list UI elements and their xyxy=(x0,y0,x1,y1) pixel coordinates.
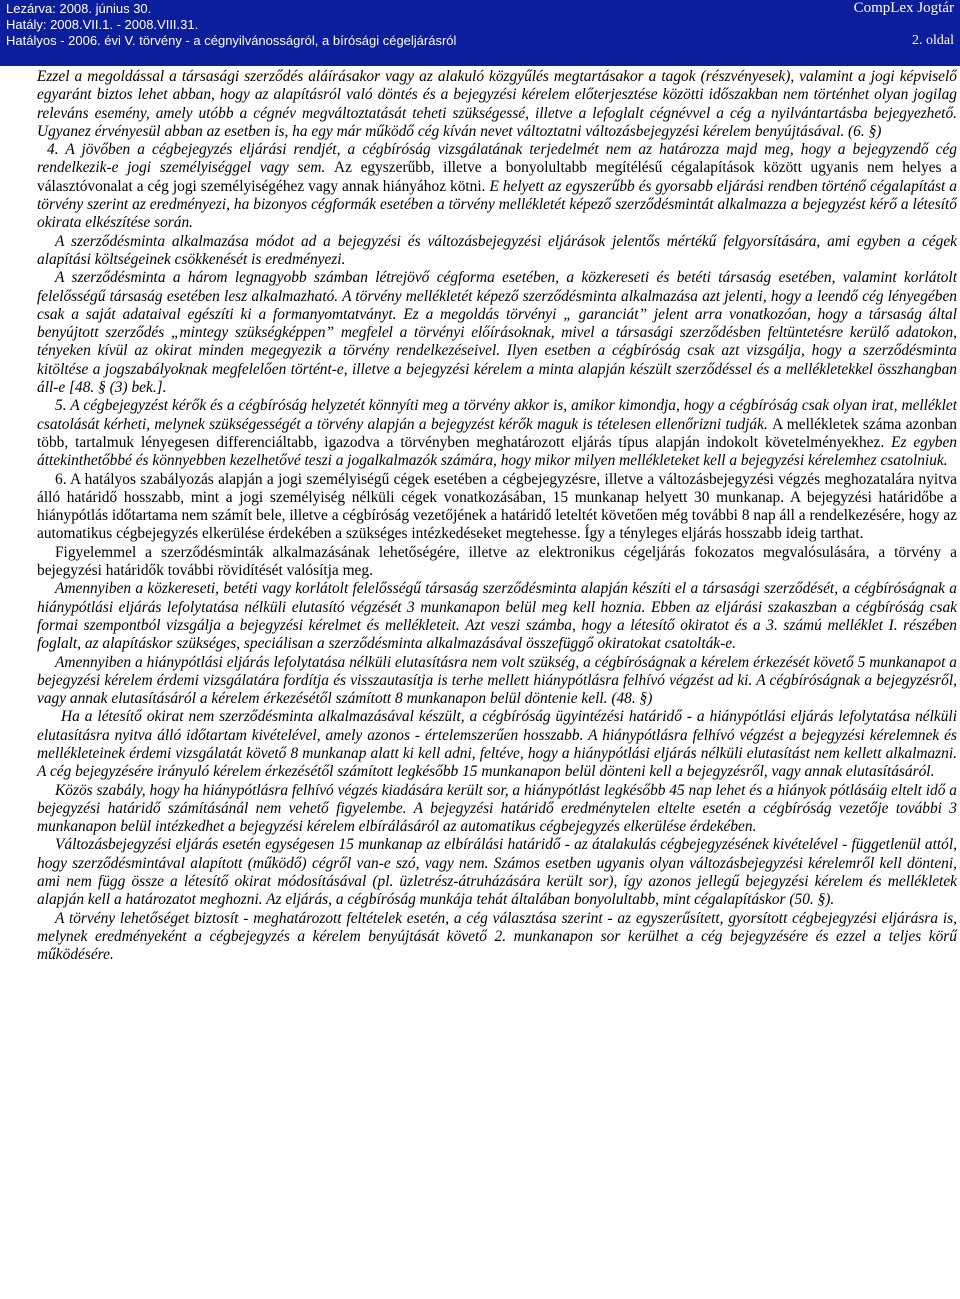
paragraph-text: A hiánypótlásra felhívó végzést a bejegyzési kérelemnek és mellékleteinek érdemi vizsgálatát követő 8 munkanap alatt ki kell adni, feltéve, hogy a hiánypótlási eljárás nélküli elutasítást nem kellett alkalmazni. xyxy=(37,726,958,762)
paragraph-text: Amennyiben a közkereseti, betéti vagy korlátolt felelősségű társaság szerződésminta alapján készíti el a társasági szerződését, a cégbíróságnak a hiánypótlási eljárás lefolytatása nélküli elutasító végzését 3 munkanapon belül meg kell hoznia. xyxy=(37,580,957,616)
page-number: 2. oldal xyxy=(912,33,954,48)
paragraph-text: Változásbejegyzési eljárás esetén egységesen 15 munkanap az elbírálási határidő - az átalakulás cégbejegyzésének kivételével - függetlenül attól, hogy szerződésmintával alapított (működő) cégről van-e szó, vagy nem. xyxy=(37,836,957,872)
paragraph-text: E helyett az egyszerűbb és gyorsabb eljárási rendben történő cégalapítást a törvény szerint az eredményezi, ha bizonyos cégformák esetében a törvény mellékletét képező szerződésmintát alkalmazza a bejegyzést kérő a létesítő okirata elkészítése során. xyxy=(37,177,957,232)
paragraph-text: 4. A jövőben a cégbejegyzés eljárási rendjét, a cégbíróság vizsgálatának terjedelmét nem az határozza majd meg, hogy a bejegyzendő cég rendelkezik-e jogi személyiséggel vagy sem. xyxy=(37,141,957,177)
paragraph-text: 5. A cégbejegyzést kérők és a cégbíróság helyzetét könnyíti meg a törvény akkor is, amikor kimondja, hogy a cégbíróság csak olyan irat, melléklet csatolását kérheti, melynek szükségességét a törvény alapján a bejegyzést kérők maguk is tételesen ellenőrizni tudják. xyxy=(37,397,957,433)
paragraph-text: Az egyszerűbb, illetve a bonyolultabb megítélésű cégalapítások között ugyanis nem helyes a választóvonalat a cég jogi személyiségéhez vagy annak hiányához kötni. xyxy=(37,159,958,195)
paragraph-text: A szerződésminta a három legnagyobb számban létrejövő cégforma esetében, a közkereseti és betéti társaság esetében, valamint korlátolt felelősségű társaság esetében lesz alkalmazható. xyxy=(37,269,957,305)
paragraph xyxy=(37,269,957,397)
paragraph-text: A mellékletek száma azonban több, tartalmuk lényegesen differenciáltabb, igazodva a törvényben meghatározott eljárás típus alapján indokolt követelményekhez. xyxy=(37,415,957,451)
effective-period: Hatály: 2008.VII.1. - 2008.VIII.31. xyxy=(6,17,199,32)
paragraph-text: Az eljárás, a cégbíróság munkája tehát általában bonyolultabb, mint cégalapításkor (50. §). xyxy=(266,891,835,909)
paragraph-text: Ezzel a megoldással a társasági szerződés aláírásakor vagy az alakuló közgyűlés megtartásakor a tagok (részvényesek), valamint a jogi képviselő egyaránt biztos lehet abban, hogy az alapításról való döntés és a bejegyzési kérelem előterjesztése közötti időszakban nem történhet olyan jogilag releváns esemény, amely utóbb a cégnév megváltoztatását teheti szükségessé, illetve a lefoglalt cégnévvel a cég a nyilvántartásba bejegyezhető. Ugyanez érvényesül abban az esetben is, ha egy már működő cég kíván nevet változtatni változásbejegyzési kérelem benyújtásával. (6. §) xyxy=(37,68,957,140)
paragraph xyxy=(37,836,957,909)
paragraph-text: A törvény mellékletét képező szerződésminta alkalmazása azt jelenti, hogy a leendő cég lényegében csak a saját adataival egészíti ki a formanyomtatványt. xyxy=(37,287,957,323)
paragraph-text: A cégbíróságnak a bejegyzésről, vagy annak elutasításáról a kérelem érkezésétől számított 8 munkanapon belül döntenie kell. (48. §) xyxy=(37,671,957,708)
paragraph-text: A cég bejegyzésére irányuló kérelem érkezésétől számított legkésőbb 15 munkanapon belül dönteni kell a bejegyzésről, vagy annak elutasításáról. xyxy=(37,763,935,781)
paragraph-text: Közös szabály, hogy ha hiánypótlásra felhívó végzés kiadására került sor, a hiánypótlást legkésőbb 45 nap lehet és a hiányok pótlásáig eltelt idő a bejegyzési határidő számításánál nem vehető figyelembe. xyxy=(37,781,957,817)
paragraph-text: Amennyiben a hiánypótlási eljárás lefolytatása nélküli elutasításra nem volt szükség, a cégbíróságnak a kérelem érkezését követő 5 munkanapot a bejegyzési kérelem érdemi vizsgálatára fordítja és visszautasítja is terhe mellett hiánypótlásra felhívó végzést ad ki. xyxy=(37,653,957,689)
paragraph xyxy=(37,233,957,270)
paragraph xyxy=(37,141,957,232)
paragraph xyxy=(37,471,957,544)
paragraph-text: Számos esetben ugyanis olyan változásbejegyzési kérelemről kell dönteni, ami nem függ össze a létesítő okirat módosításával (pl. üzletrész-átruházására került sor), így azonos jellegű bejegyzési kérelem és mellékletek alapján kell a határozatot meghozni. xyxy=(37,854,957,909)
paragraph xyxy=(37,654,957,709)
paragraph xyxy=(37,580,957,653)
paragraph-text: Figyelemmel a szerződésminták alkalmazásának lehetőségére, illetve az elektronikus cégeljárás fokozatos megvalósulására, a törvény a bejegyzési határidők további rövidítését valósítja meg. xyxy=(37,543,957,580)
paragraph xyxy=(37,910,957,965)
paragraph xyxy=(37,708,957,781)
paragraph-text: 6. A hatályos szabályozás alapján a jogi személyiségű cégek esetében a cégbejegyzésre, illetve a változásbejegyzési végzés meghozatalára nyitva álló határidő hosszabb, mint a jogi személyiség nélküli cégek vonatkozásában, 15 munkanap helyett 30 munkanap. xyxy=(37,470,957,506)
paragraph xyxy=(37,782,957,837)
paragraph xyxy=(37,397,957,470)
paragraph-text: A bejegyzési határidő eredménytelen eltelte esetén a cégbíróság vezetője további 3 munkanapon belül intézkedhet a bejegyzési kérelem elbírálásáról az automatikus cégbejegyzés elkerülése érdekében. xyxy=(37,799,957,836)
paragraph xyxy=(37,68,957,141)
paragraph-text: A bejegyzési határidőbe a hiánypótlás időtartama nem számít bele, illetve a cégbíróság vezetőjének a határidő leteltét követően még további 8 nap áll a rendelkezésére, hogy az automatikus cégbejegyzés elkerülése érdekében a szükséges intézkedéseket megtehesse. Így a tényleges eljárás hosszabb ideig tarthat. xyxy=(37,488,957,543)
brand-name: CompLex Jogtár xyxy=(853,0,954,16)
document-header xyxy=(0,0,960,66)
paragraph-text: A szerződésminta alkalmazása módot ad a bejegyzési és változásbejegyzési eljárások jelentős mértékű felgyorsítására, ami egyben a cégek alapítási költségeinek csökkenését is eredményezi. xyxy=(37,232,957,268)
paragraph-text: Ha a létesítő okirat nem szerződésminta alkalmazásával készült, a cégbíróság ügyintézési határidő - a hiánypótlási eljárás lefolytatása nélküli elutasításra nyitva álló időtartam kivételével, amely azonos - értelemszerűen hosszabb. xyxy=(37,708,957,744)
paragraph xyxy=(37,544,957,581)
paragraph-text: Ebben az eljárási szakaszban a cégbíróság csak formai szempontból vizsgálja a bejegyzési kérelmet és mellékleteit. Azt veszi számba, hogy a létesítő okiratot és a 3. számú melléklet I. részében foglalt, az alapításkor szükséges, speciálisan a szerződésminta alkalmazásával összefüggő okiratokat csatolták-e. xyxy=(37,598,957,653)
paragraph-text: Ez egyben áttekinthetőbbé és könnyebben kezelhetővé teszi a jogalkalmazók számára, hogy mikor milyen mellékleteket kell a bejegyzési kérelemhez csatolniuk. xyxy=(37,433,957,470)
paragraph-text: Ez a megoldás törvényi „ garanciát” jelent arra vonatkozóan, hogy a társaság által benyújtott szerződés „mintegy szükségképpen” megfelel a törvényi előírásoknak, mivel a társasági szerződésben feltüntetésre kerülő adatokon, tényeken kívül az okirat minden megegyezik a törvény rendelkezéseivel. xyxy=(37,305,958,360)
document-body xyxy=(37,68,957,965)
closing-date: Lezárva: 2008. június 30. xyxy=(6,1,152,16)
paragraph-text: A törvény lehetőséget biztosít - meghatározott feltételek esetén, a cég választása szerint - az egyszerűsített, gyorsított cégbejegyzési eljárásra is, melynek eredményeként a cégbejegyzés a kérelem benyújtását követő 2. munkanapon sor kerülhet a cég bejegyzésére és ezzel a teljes körű működésére. xyxy=(37,909,957,964)
paragraph-text: Ilyen esetben a cégbíróság csak azt vizsgálja, hogy a szerződésminta kitöltése a jogszabályoknak megfelelően történt-e, illetve a bejegyzési kérelem a minta alapján készült szerződéssel és a mellékletekkel összhangban áll-e [48. § (3) bek.]. xyxy=(37,342,957,397)
law-title: Hatályos - 2006. évi V. törvény - a cégnyilvánosságról, a bírósági cégeljárásról xyxy=(6,33,457,48)
